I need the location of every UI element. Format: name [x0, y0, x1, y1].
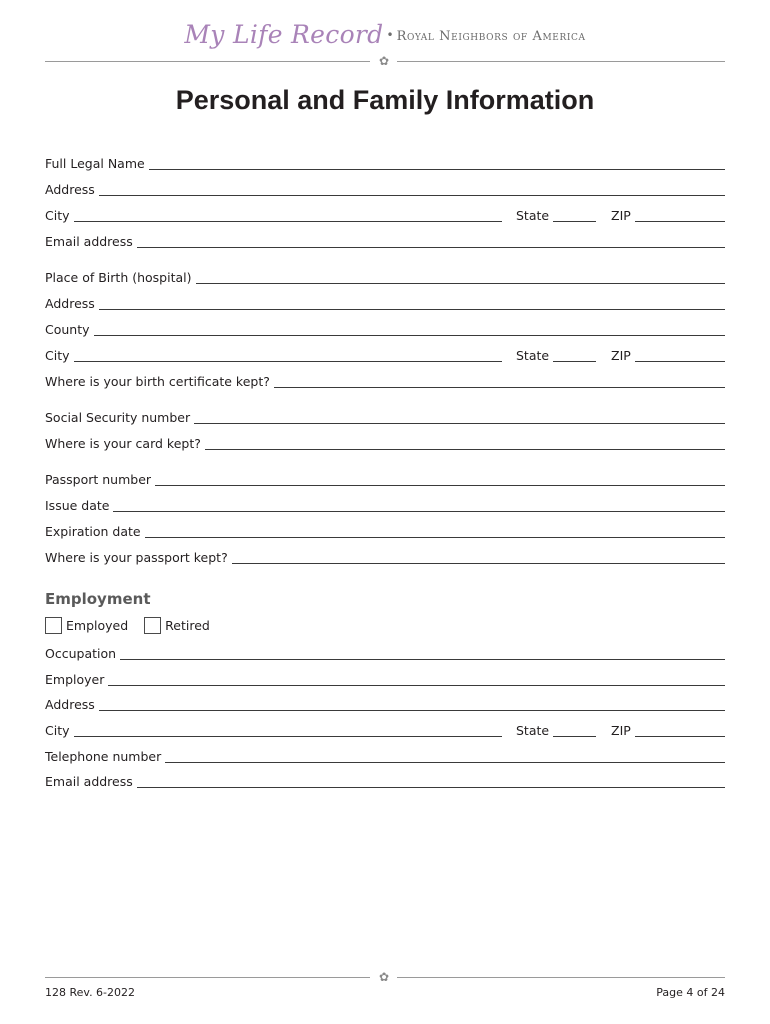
employer-field[interactable] [45, 669, 725, 689]
page-number: Page 4 of 24 [656, 986, 725, 999]
state-label: State [516, 208, 550, 223]
email-label: Email address [45, 234, 133, 249]
employer-email-field[interactable] [45, 771, 725, 791]
logo-script-text: My Life Record [184, 20, 384, 49]
birth-address-label: Address [45, 296, 95, 311]
occupation-field[interactable] [45, 643, 725, 663]
birth-zip-line[interactable] [635, 361, 725, 362]
telephone-field[interactable] [45, 746, 725, 766]
ssn-card-field[interactable] [45, 433, 725, 453]
birth-city-label: City [45, 348, 70, 363]
passport-number-field[interactable] [45, 469, 725, 489]
address-line[interactable] [99, 195, 725, 196]
employer-address-line[interactable] [99, 710, 725, 711]
occupation-label: Occupation [45, 646, 117, 661]
ssn-card-line[interactable] [205, 449, 725, 450]
form-number: 128 Rev. 6-2022 [45, 986, 136, 999]
page-header [0, 20, 770, 70]
ssn-label: Social Security number [45, 410, 191, 425]
expiration-date-label: Expiration date [45, 524, 141, 539]
birth-zip-label: ZIP [611, 348, 631, 363]
issue-date-field[interactable] [45, 495, 725, 515]
employment-status-row [45, 614, 226, 636]
employer-state-field[interactable] [516, 720, 596, 740]
passport-kept-line[interactable] [232, 563, 725, 564]
full-legal-name-label: Full Legal Name [45, 156, 145, 171]
birth-zip-field[interactable] [611, 345, 725, 365]
ssn-field[interactable] [45, 407, 725, 427]
birth-state-line[interactable] [553, 361, 596, 362]
birth-city-line[interactable] [74, 361, 503, 362]
flower-icon: ✿ [378, 970, 390, 984]
employer-email-label: Email address [45, 774, 133, 789]
footer-rule-left [45, 977, 370, 978]
logo-separator: • [386, 28, 394, 42]
employer-zip-label: ZIP [611, 723, 631, 738]
city-label: City [45, 208, 70, 223]
retired-label: Retired [165, 617, 210, 633]
state-line[interactable] [553, 221, 596, 222]
birth-state-field[interactable] [516, 345, 596, 365]
birth-state-label: State [516, 348, 550, 363]
header-rule-left [45, 61, 370, 62]
flower-icon: ✿ [378, 54, 390, 68]
birth-address-field[interactable] [45, 293, 725, 313]
passport-number-label: Passport number [45, 472, 152, 487]
birth-city-field[interactable] [45, 345, 502, 365]
email-line[interactable] [137, 247, 725, 248]
full-legal-name-line[interactable] [149, 169, 725, 170]
birth-certificate-field[interactable] [45, 371, 725, 391]
telephone-label: Telephone number [45, 749, 162, 764]
passport-kept-field[interactable] [45, 547, 725, 567]
birth-certificate-label: Where is your birth certificate kept? [45, 374, 270, 389]
issue-date-line[interactable] [113, 511, 725, 512]
employer-city-field[interactable] [45, 720, 502, 740]
employer-address-label: Address [45, 697, 95, 712]
birth-county-field[interactable] [45, 319, 725, 339]
employer-zip-line[interactable] [635, 736, 725, 737]
birth-place-label: Place of Birth (hospital) [45, 270, 192, 285]
employer-email-line[interactable] [137, 787, 725, 788]
employer-city-label: City [45, 723, 70, 738]
full-legal-name-field[interactable] [45, 153, 725, 173]
zip-field[interactable] [611, 205, 725, 225]
employer-state-label: State [516, 723, 550, 738]
city-field[interactable] [45, 205, 502, 225]
telephone-line[interactable] [165, 762, 725, 763]
employer-state-line[interactable] [553, 736, 596, 737]
birth-place-line[interactable] [196, 283, 726, 284]
zip-label: ZIP [611, 208, 631, 223]
employment-heading: Employment [45, 590, 151, 608]
birth-certificate-line[interactable] [274, 387, 725, 388]
logo-org-name: Royal Neighbors of America [396, 29, 586, 44]
birth-county-label: County [45, 322, 90, 337]
state-field[interactable] [516, 205, 596, 225]
employed-label: Employed [66, 617, 129, 633]
issue-date-label: Issue date [45, 498, 110, 513]
address-label: Address [45, 182, 95, 197]
passport-kept-label: Where is your passport kept? [45, 550, 228, 565]
ssn-line[interactable] [194, 423, 725, 424]
email-field[interactable] [45, 231, 725, 251]
employed-checkbox[interactable] [45, 617, 62, 634]
expiration-date-line[interactable] [145, 537, 725, 538]
passport-number-line[interactable] [155, 485, 725, 486]
employer-zip-field[interactable] [611, 720, 725, 740]
employer-line[interactable] [108, 685, 725, 686]
page-title: Personal and Family Information [175, 85, 595, 115]
ssn-card-label: Where is your card kept? [45, 436, 201, 451]
expiration-date-field[interactable] [45, 521, 725, 541]
address-field[interactable] [45, 179, 725, 199]
zip-line[interactable] [635, 221, 725, 222]
retired-checkbox[interactable] [144, 617, 161, 634]
birth-address-line[interactable] [99, 309, 725, 310]
birth-county-line[interactable] [94, 335, 725, 336]
city-line[interactable] [74, 221, 503, 222]
occupation-line[interactable] [120, 659, 725, 660]
employer-label: Employer [45, 672, 105, 687]
logo [0, 20, 770, 49]
header-rule-right [397, 61, 725, 62]
footer-rule-right [397, 977, 725, 978]
employer-city-line[interactable] [74, 736, 503, 737]
employer-address-field[interactable] [45, 694, 725, 714]
birth-place-field[interactable] [45, 267, 725, 287]
